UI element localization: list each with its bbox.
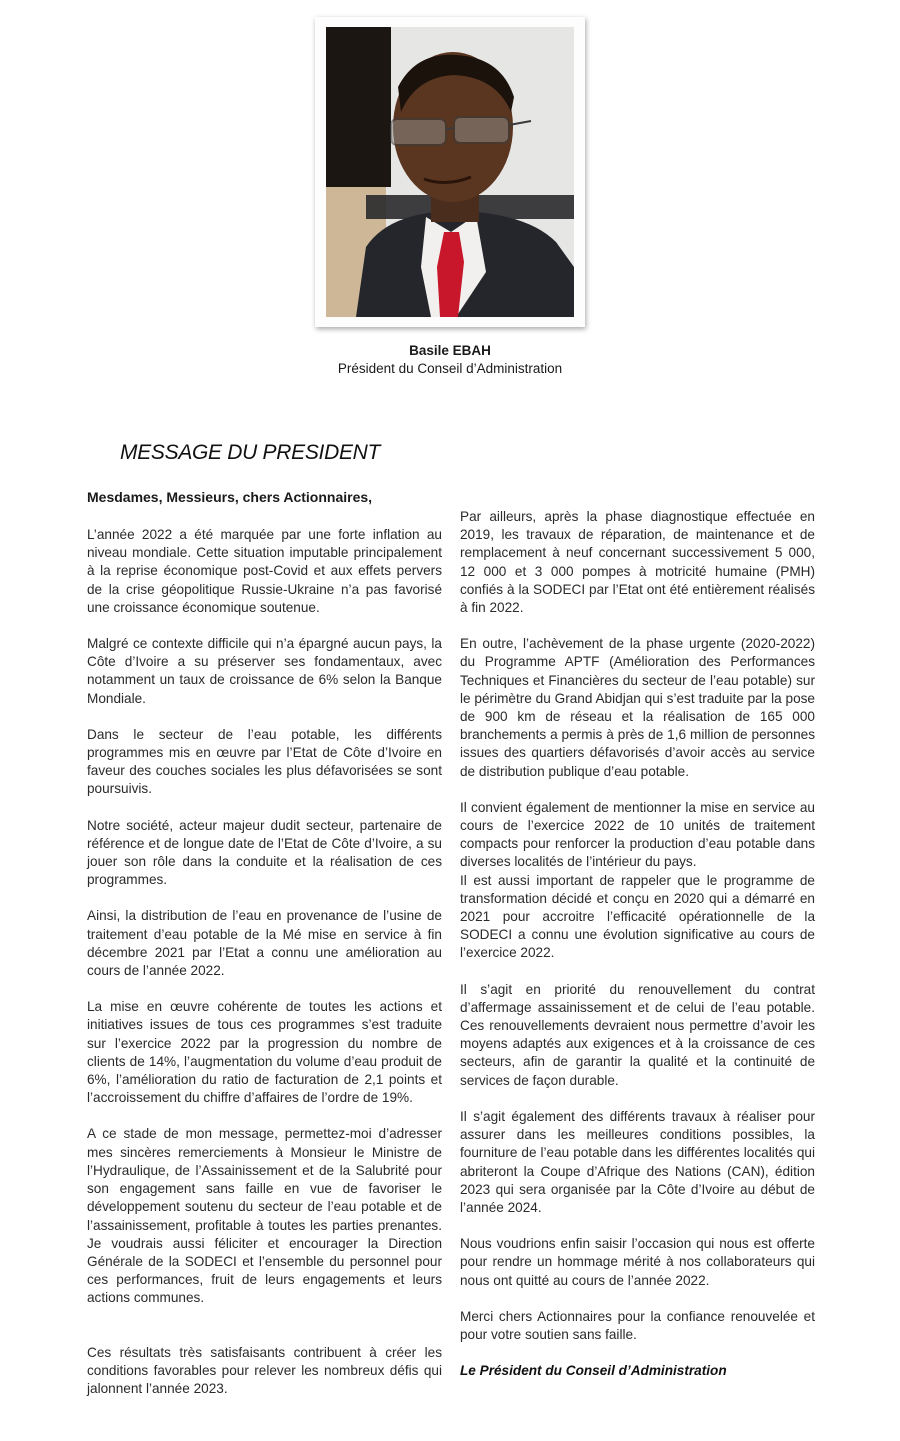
portrait-image	[326, 27, 574, 317]
page-title: MESSAGE DU PRESIDENT	[120, 441, 381, 464]
paragraph: Nous voudrions enfin saisir l’occasion qui nous est offerte pour rendre un hommage mérité à nos collaborateurs qui nous ont quitté au cours de l’année 2022.	[460, 1236, 815, 1288]
paragraph: Ces résultats très satisfaisants contribuent à créer les conditions favorables pour relever les nombreux défis qui jalonnent l’année 2023.	[87, 1344, 442, 1396]
paragraph: A ce stade de mon message, permettez-moi d’adresser mes sincères remerciements à Monsieur le Ministre de l’Hydraulique, de l’Assainissement et de la Salubrité pour son engagement sans faille en vue de favoriser le développement soutenu du secteur de l’eau potable et de l’assainissement, profitable à toutes les parties prenantes. Je voudrais aussi féliciter et encourager la Direction Générale de la SODECI et l’ensemble du personnel pour ces performances, fruit de leurs engagements et leurs actions communes.	[87, 1126, 442, 1306]
paragraph: Malgré ce contexte difficile qui n’a épargné aucun pays, la Côte d’Ivoire a su préserver ses fondamentaux, avec notamment un taux de croissance de 6% selon la Banque Mondiale.	[87, 636, 442, 706]
paragraph: En outre, l’achèvement de la phase urgente (2020-2022) du Programme APTF (Amélioration des Performances Techniques et Financières du secteur de l’eau potable) sur le périmètre du Grand Abidjan qui s’est traduite par la pose de 900 km de réseau et la réalisation de 165 000 branchements a permis à près de 1,6 million de personnes issues des quartiers défavorisés d’avoir accès au service de distribution publique d’eau potable.	[460, 636, 815, 779]
portrait-role: Président du Conseil d’Administration	[337, 361, 563, 376]
portrait-name: Basile EBAH	[409, 343, 491, 358]
paragraph: La mise en œuvre cohérente de toutes les actions et initiatives issues de tous ces programmes s’est traduite sur l’exercice 2022 par la progression du nombre de clients de 14%, l’augmentation du volume d’eau produit de 6%, l’amélioration du ratio de facturation de 2,1 points et l’accroissement du chiffre d’affaires de l’ordre de 19%.	[87, 999, 442, 1106]
paragraph: Notre société, acteur majeur dudit secteur, partenaire de référence et de longue date de l’Etat de Côte d’Ivoire, a su jouer son rôle dans la conduite et la réalisation de ces programmes.	[87, 817, 442, 888]
portrait-photo	[326, 27, 574, 317]
paragraph: Il convient également de mentionner la mise en service au cours de l’exercice 2022 de 10 unités de traitement compacts pour renforcer la production d’eau potable dans diverses localités de l’intérieur du pays.	[460, 799, 815, 870]
signature: Le Président du Conseil d’Administration	[460, 1363, 727, 1379]
portrait-frame	[315, 17, 585, 327]
paragraph: Il est aussi important de rappeler que le programme de transformation décidé et conçu en 2020 qui a démarré en 2021 pour accroitre l’efficacité opérationnelle de la SODECI a connu une évolution significative au cours de l’exercice 2022.	[460, 872, 815, 961]
paragraph: Il s’agit en priorité du renouvellement du contrat d’affermage assainissement et de celui de l’eau potable. Ces renouvellements devraient nous permettre d’avoir les moyens adaptés aux exigences et à la croissance de ces secteurs, afin de garantir la qualité et la continuité de services de façon durable.	[460, 981, 815, 1088]
paragraph: Ainsi, la distribution de l’eau en provenance de l’usine de traitement d’eau potable de la Mé mise en service à fin décembre 2021 par l’Etat a connu une amélioration au cours de l’année 2022.	[87, 908, 442, 979]
paragraph: Par ailleurs, après la phase diagnostique effectuée en 2019, les travaux de réparation, de maintenance et de remplacement à neuf concernant successivement 5 000, 12 000 et 3 000 pompes à motricité humaine (PMH) confiés à la SODECI par l’Etat ont été entièrement réalisés à fin 2022.	[460, 509, 815, 616]
paragraph: L’année 2022 a été marquée par une forte inflation au niveau mondiale. Cette situation imputable principalement à la reprise économique post-Covid et aux effets pervers de la crise géopolitique Russie-Ukraine n’a pas favorisé une croissance économique soutenue.	[87, 527, 442, 615]
paragraph: Merci chers Actionnaires pour la confiance renouvelée et pour votre soutien sans faille.	[460, 1308, 815, 1342]
paragraph: Il s’agit également des différents travaux à réaliser pour assurer dans les meilleures conditions possibles, la fourniture de l’eau potable dans les différentes localités qui abriteront la Coupe d’Afrique des Nations (CAN), édition 2023 qui sera organisée par la Côte d’Ivoire au début de l’année 2024.	[460, 1108, 815, 1215]
salutation: Mesdames, Messieurs, chers Actionnaires,	[87, 489, 373, 505]
left-column	[87, 526, 442, 1416]
paragraph: Dans le secteur de l’eau potable, les différents programmes mis en œuvre par l’Etat de Côte d’Ivoire en faveur des couches sociales les plus défavorisées se sont poursuivis.	[87, 726, 442, 797]
right-column	[460, 508, 815, 1398]
